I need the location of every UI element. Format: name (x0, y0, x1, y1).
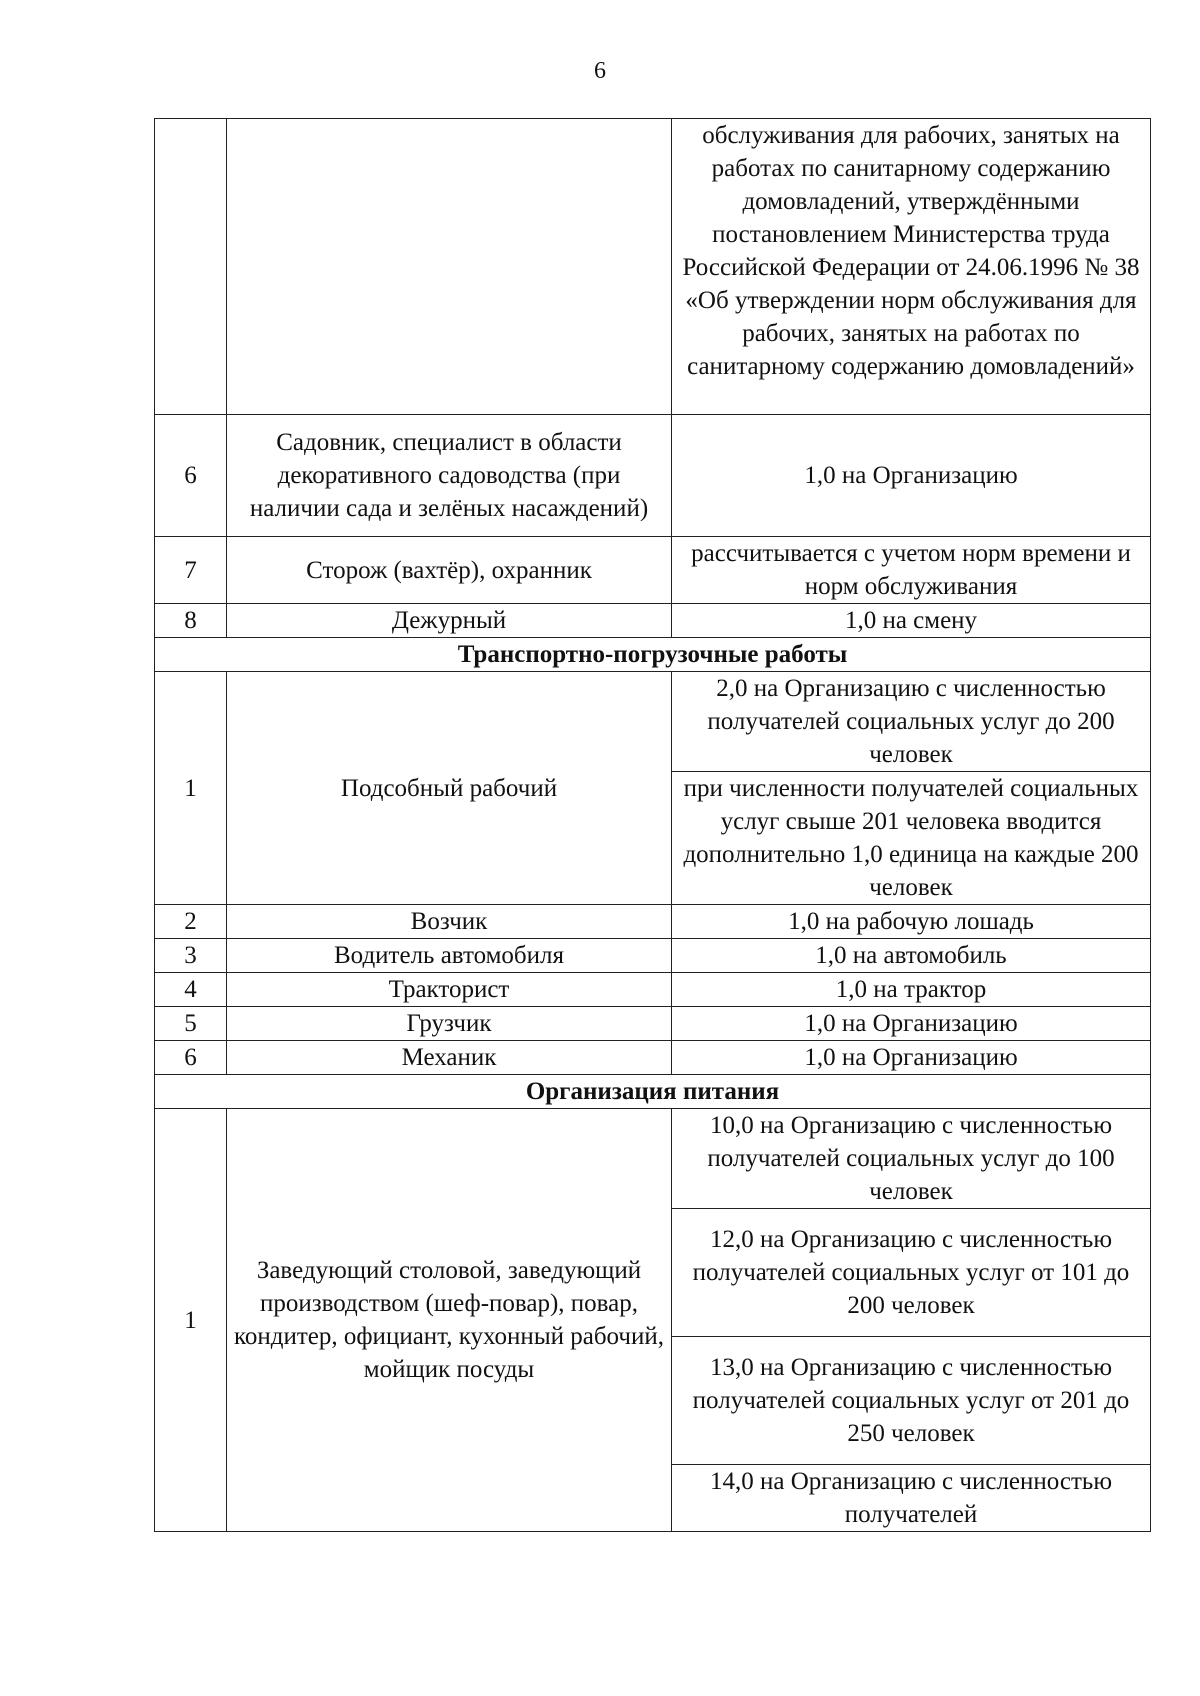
section-title: Транспортно-погрузочные работы (155, 638, 1151, 672)
norm-cell: 1,0 на Организацию (672, 415, 1151, 537)
table-row (155, 1109, 1151, 1209)
norm-cell: 1,0 на Организацию (672, 1041, 1151, 1075)
position-cell: Грузчик (227, 1007, 672, 1041)
page-number: 6 (594, 58, 606, 84)
row-number-cell (155, 119, 227, 415)
norm-cell: 12,0 на Организацию с численностью получателей социальных услуг от 101 до 200 человек (672, 1209, 1151, 1337)
table-row (155, 119, 1151, 415)
position-cell: Водитель автомобиля (227, 939, 672, 973)
position-cell: Сторож (вахтёр), охранник (227, 537, 672, 604)
table-row (155, 672, 1151, 772)
norm-cell: 1,0 на рабочую лошадь (672, 905, 1151, 939)
row-number-cell: 7 (155, 537, 227, 604)
norm-cell: 13,0 на Организацию с численностью получателей социальных услуг от 201 до 250 человек (672, 1337, 1151, 1465)
norm-cell: рассчитывается с учетом норм времени и норм обслуживания (672, 537, 1151, 604)
row-number-cell: 3 (155, 939, 227, 973)
section-header-row (155, 1075, 1151, 1109)
norm-cell: 1,0 на трактор (672, 973, 1151, 1007)
norm-cell: обслуживания для рабочих, занятых на работах по санитарному содержанию домовладений, утверждёнными постановлением Министерства труда Российской Федерации от 24.06.1996 № 38 «Об утверждении норм обслуживания для рабочих, занятых на работах по санитарному содержанию домовладений» (672, 119, 1151, 415)
position-cell: Подсобный рабочий (227, 672, 672, 905)
table-row (155, 415, 1151, 537)
table-row (155, 939, 1151, 973)
section-header-row (155, 638, 1151, 672)
norm-cell: 1,0 на смену (672, 604, 1151, 638)
table-row (155, 537, 1151, 604)
table-row (155, 905, 1151, 939)
position-cell: Возчик (227, 905, 672, 939)
staffing-norms-table (154, 118, 1151, 1532)
table-row (155, 1007, 1151, 1041)
position-cell: Дежурный (227, 604, 672, 638)
position-cell: Заведующий столовой, заведующий производством (шеф-повар), повар, кондитер, официант, кухонный рабочий, мойщик посуды (227, 1109, 672, 1532)
position-cell (227, 119, 672, 415)
row-number-cell: 5 (155, 1007, 227, 1041)
table-row (155, 1041, 1151, 1075)
row-number-cell: 1 (155, 1109, 227, 1532)
norm-cell: 2,0 на Организацию с численностью получателей социальных услуг до 200 человек (672, 672, 1151, 772)
norm-cell: при численности получателей социальных услуг свыше 201 человека вводится дополнительно 1,0 единица на каждые 200 человек (672, 772, 1151, 905)
table-row (155, 973, 1151, 1007)
section-title: Организация питания (155, 1075, 1151, 1109)
row-number-cell: 6 (155, 415, 227, 537)
row-number-cell: 4 (155, 973, 227, 1007)
norm-cell: 10,0 на Организацию с численностью получателей социальных услуг до 100 человек (672, 1109, 1151, 1209)
row-number-cell: 6 (155, 1041, 227, 1075)
table-row (155, 604, 1151, 638)
position-cell: Механик (227, 1041, 672, 1075)
norm-cell: 14,0 на Организацию с численностью получателей (672, 1465, 1151, 1532)
norm-cell: 1,0 на автомобиль (672, 939, 1151, 973)
row-number-cell: 2 (155, 905, 227, 939)
position-cell: Тракторист (227, 973, 672, 1007)
norm-cell: 1,0 на Организацию (672, 1007, 1151, 1041)
row-number-cell: 1 (155, 672, 227, 905)
row-number-cell: 8 (155, 604, 227, 638)
position-cell: Садовник, специалист в области декоративного садоводства (при наличии сада и зелёных насаждений) (227, 415, 672, 537)
